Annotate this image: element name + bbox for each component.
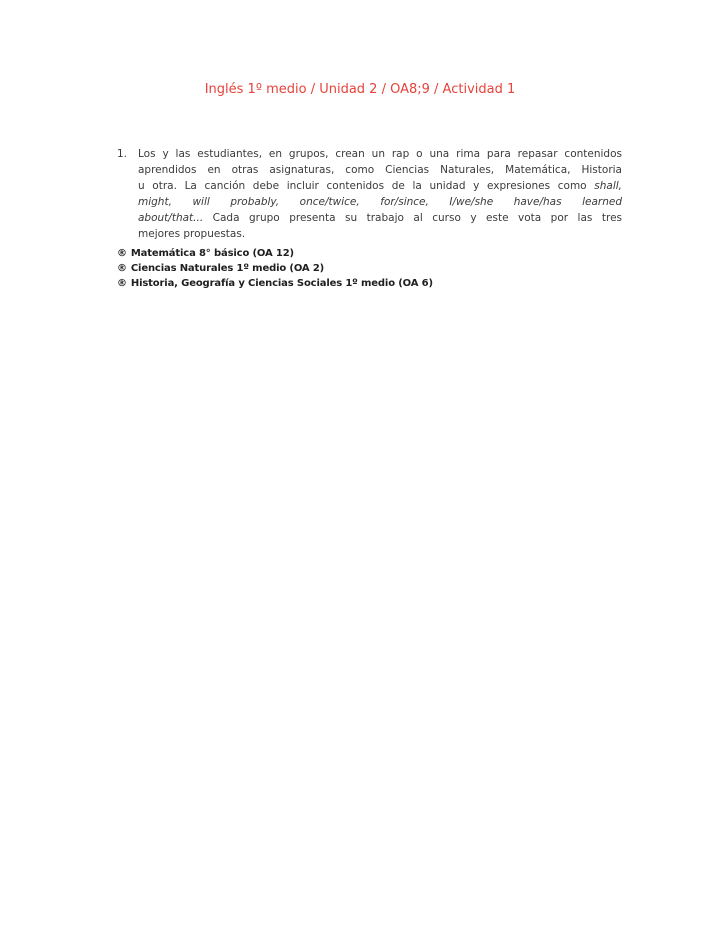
curriculum-references bbox=[117, 246, 433, 291]
activity-text-line bbox=[138, 162, 622, 178]
text-segment: mejores propuestas. bbox=[138, 228, 246, 240]
activity-item bbox=[117, 146, 622, 242]
text-segment-italic: might, will probably, once/twice, for/since, I/we/she have/has learned bbox=[138, 196, 622, 208]
text-segment: Cada grupo presenta su trabajo al curso y este vota por las tres bbox=[203, 212, 622, 224]
activity-number: 1. bbox=[117, 148, 128, 160]
activity-text-line bbox=[138, 226, 622, 242]
document-title: Inglés 1º medio / Unidad 2 / OA8;9 / Actividad 1 bbox=[204, 82, 516, 97]
reference-label: Ciencias Naturales 1º medio (OA 2) bbox=[130, 263, 325, 274]
registered-bullet-icon: ® bbox=[117, 248, 127, 259]
text-segment-italic: about/that... bbox=[138, 212, 204, 224]
reference-label: Matemática 8° básico (OA 12) bbox=[130, 248, 294, 259]
activity-text-line bbox=[138, 210, 622, 226]
registered-bullet-icon: ® bbox=[117, 278, 127, 289]
activity-text bbox=[138, 146, 622, 242]
reference-item bbox=[117, 276, 433, 291]
registered-bullet-icon: ® bbox=[117, 263, 127, 274]
reference-label: Historia, Geografía y Ciencias Sociales 1º medio (OA 6) bbox=[130, 278, 433, 289]
activity-text-line bbox=[138, 178, 622, 194]
text-segment: Los y las estudiantes, en grupos, crean un rap o una rima para repasar contenidos bbox=[138, 148, 622, 160]
text-segment: u otra. La canción debe incluir contenidos de la unidad y expresiones como bbox=[138, 180, 595, 192]
activity-text-line bbox=[138, 146, 622, 162]
reference-item bbox=[117, 261, 433, 276]
text-segment: aprendidos en otras asignaturas, como Ciencias Naturales, Matemática, Historia bbox=[138, 164, 622, 176]
activity-text-line bbox=[138, 194, 622, 210]
reference-item bbox=[117, 246, 433, 261]
text-segment-italic: shall, bbox=[594, 180, 622, 192]
